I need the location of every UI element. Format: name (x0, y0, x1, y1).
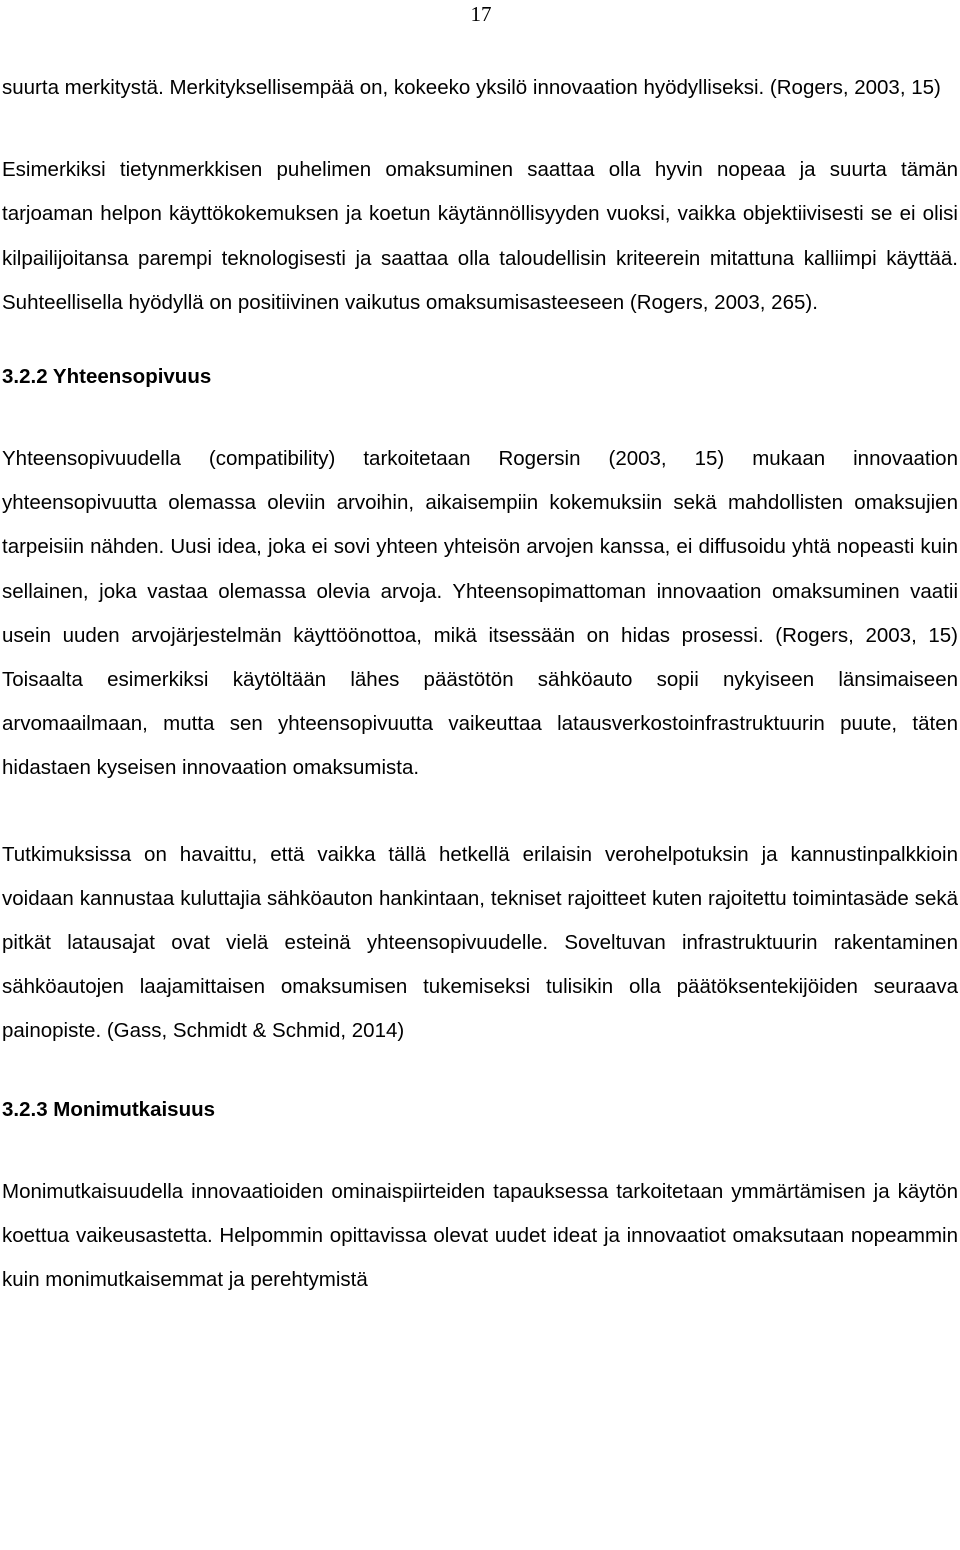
paragraph-complexity: Monimutkaisuudella innovaatioiden ominaispiirteiden tapauksessa tarkoitetaan ymmärtämisen ja käytön koettua vaikeusastetta. Helpommin opittavissa olevat uudet ideat ja innovaatiot omaksutaan nopeammin kuin monimutkaisemmat ja perehtymistä (2, 1179, 958, 1292)
section-heading-compatibility: 3.2.2 Yhteensopivuus (2, 365, 212, 389)
paragraph-research: Tutkimuksissa on havaittu, että vaikka tällä hetkellä erilaisin verohelpotuksin ja kannustinpalkkioin voidaan kannustaa kuluttajia sähköauton hankintaan, tekniset rajoitteet kuten rajoitettu toimintasäde sekä pitkät latausajat ovat vielä esteinä yhteensopivuudelle. Soveltuvan infrastruktuurin rakentaminen sähköautojen laajamittaisen omaksumisen tukemiseksi tulisikin olla päätöksentekijöiden seuraava painopiste. (Gass, Schmidt & Schmid, 2014) (2, 842, 958, 1043)
paragraph-relative-advantage: Esimerkiksi tietynmerkkisen puhelimen omaksuminen saattaa olla hyvin nopeaa ja suurta tämän tarjoaman helpon käyttökokemuksen ja koetun käytännöllisyyden vuoksi, vaikka objektiivisesti se ei olisi kilpailijoitansa parempi teknologisesti ja saattaa olla taloudellisin kriteerein mitattuna kalliimpi käyttää. Suhteellisella hyödyllä on positiivinen vaikutus omaksumisasteeseen (Rogers, 2003, 265). (2, 158, 958, 314)
section-heading-complexity: 3.2.3 Monimutkaisuus (2, 1097, 216, 1121)
paragraph-intro: suurta merkitystä. Merkityksellisempää on, kokeeko yksilö innovaation hyödylliseksi. (Rogers, 2003, 15) (2, 76, 941, 99)
page-number: 17 (470, 2, 492, 26)
document-body (2, 66, 958, 1302)
paragraph-compatibility: Yhteensopivuudella (compatibility) tarkoitetaan Rogersin (2003, 15) mukaan innovaation yhteensopivuutta olemassa oleviin arvoihin, aikaisempiin kokemuksiin sekä mahdollisten omaksujien tarpeisiin nähden. Uusi idea, joka ei sovi yhteen yhteisön arvojen kanssa, ei diffusoidu yhtä nopeasti kuin sellainen, joka vastaa olemassa olevia arvoja. Yhteensopimattoman innovaation omaksuminen vaatii usein uuden arvojärjestelmän käyttöönottoa, mikä itsessään on hidas prosessi. (Rogers, 2003, 15) Toisaalta esimerkiksi käytöltään lähes päästötön sähköauto sopii nykyiseen länsimaiseen arvomaailmaan, mutta sen yhteensopivuutta vaikeuttaa latausverkostoinfrastruktuurin puute, täten hidastaen kyseisen innovaation omaksumista. (2, 447, 958, 780)
